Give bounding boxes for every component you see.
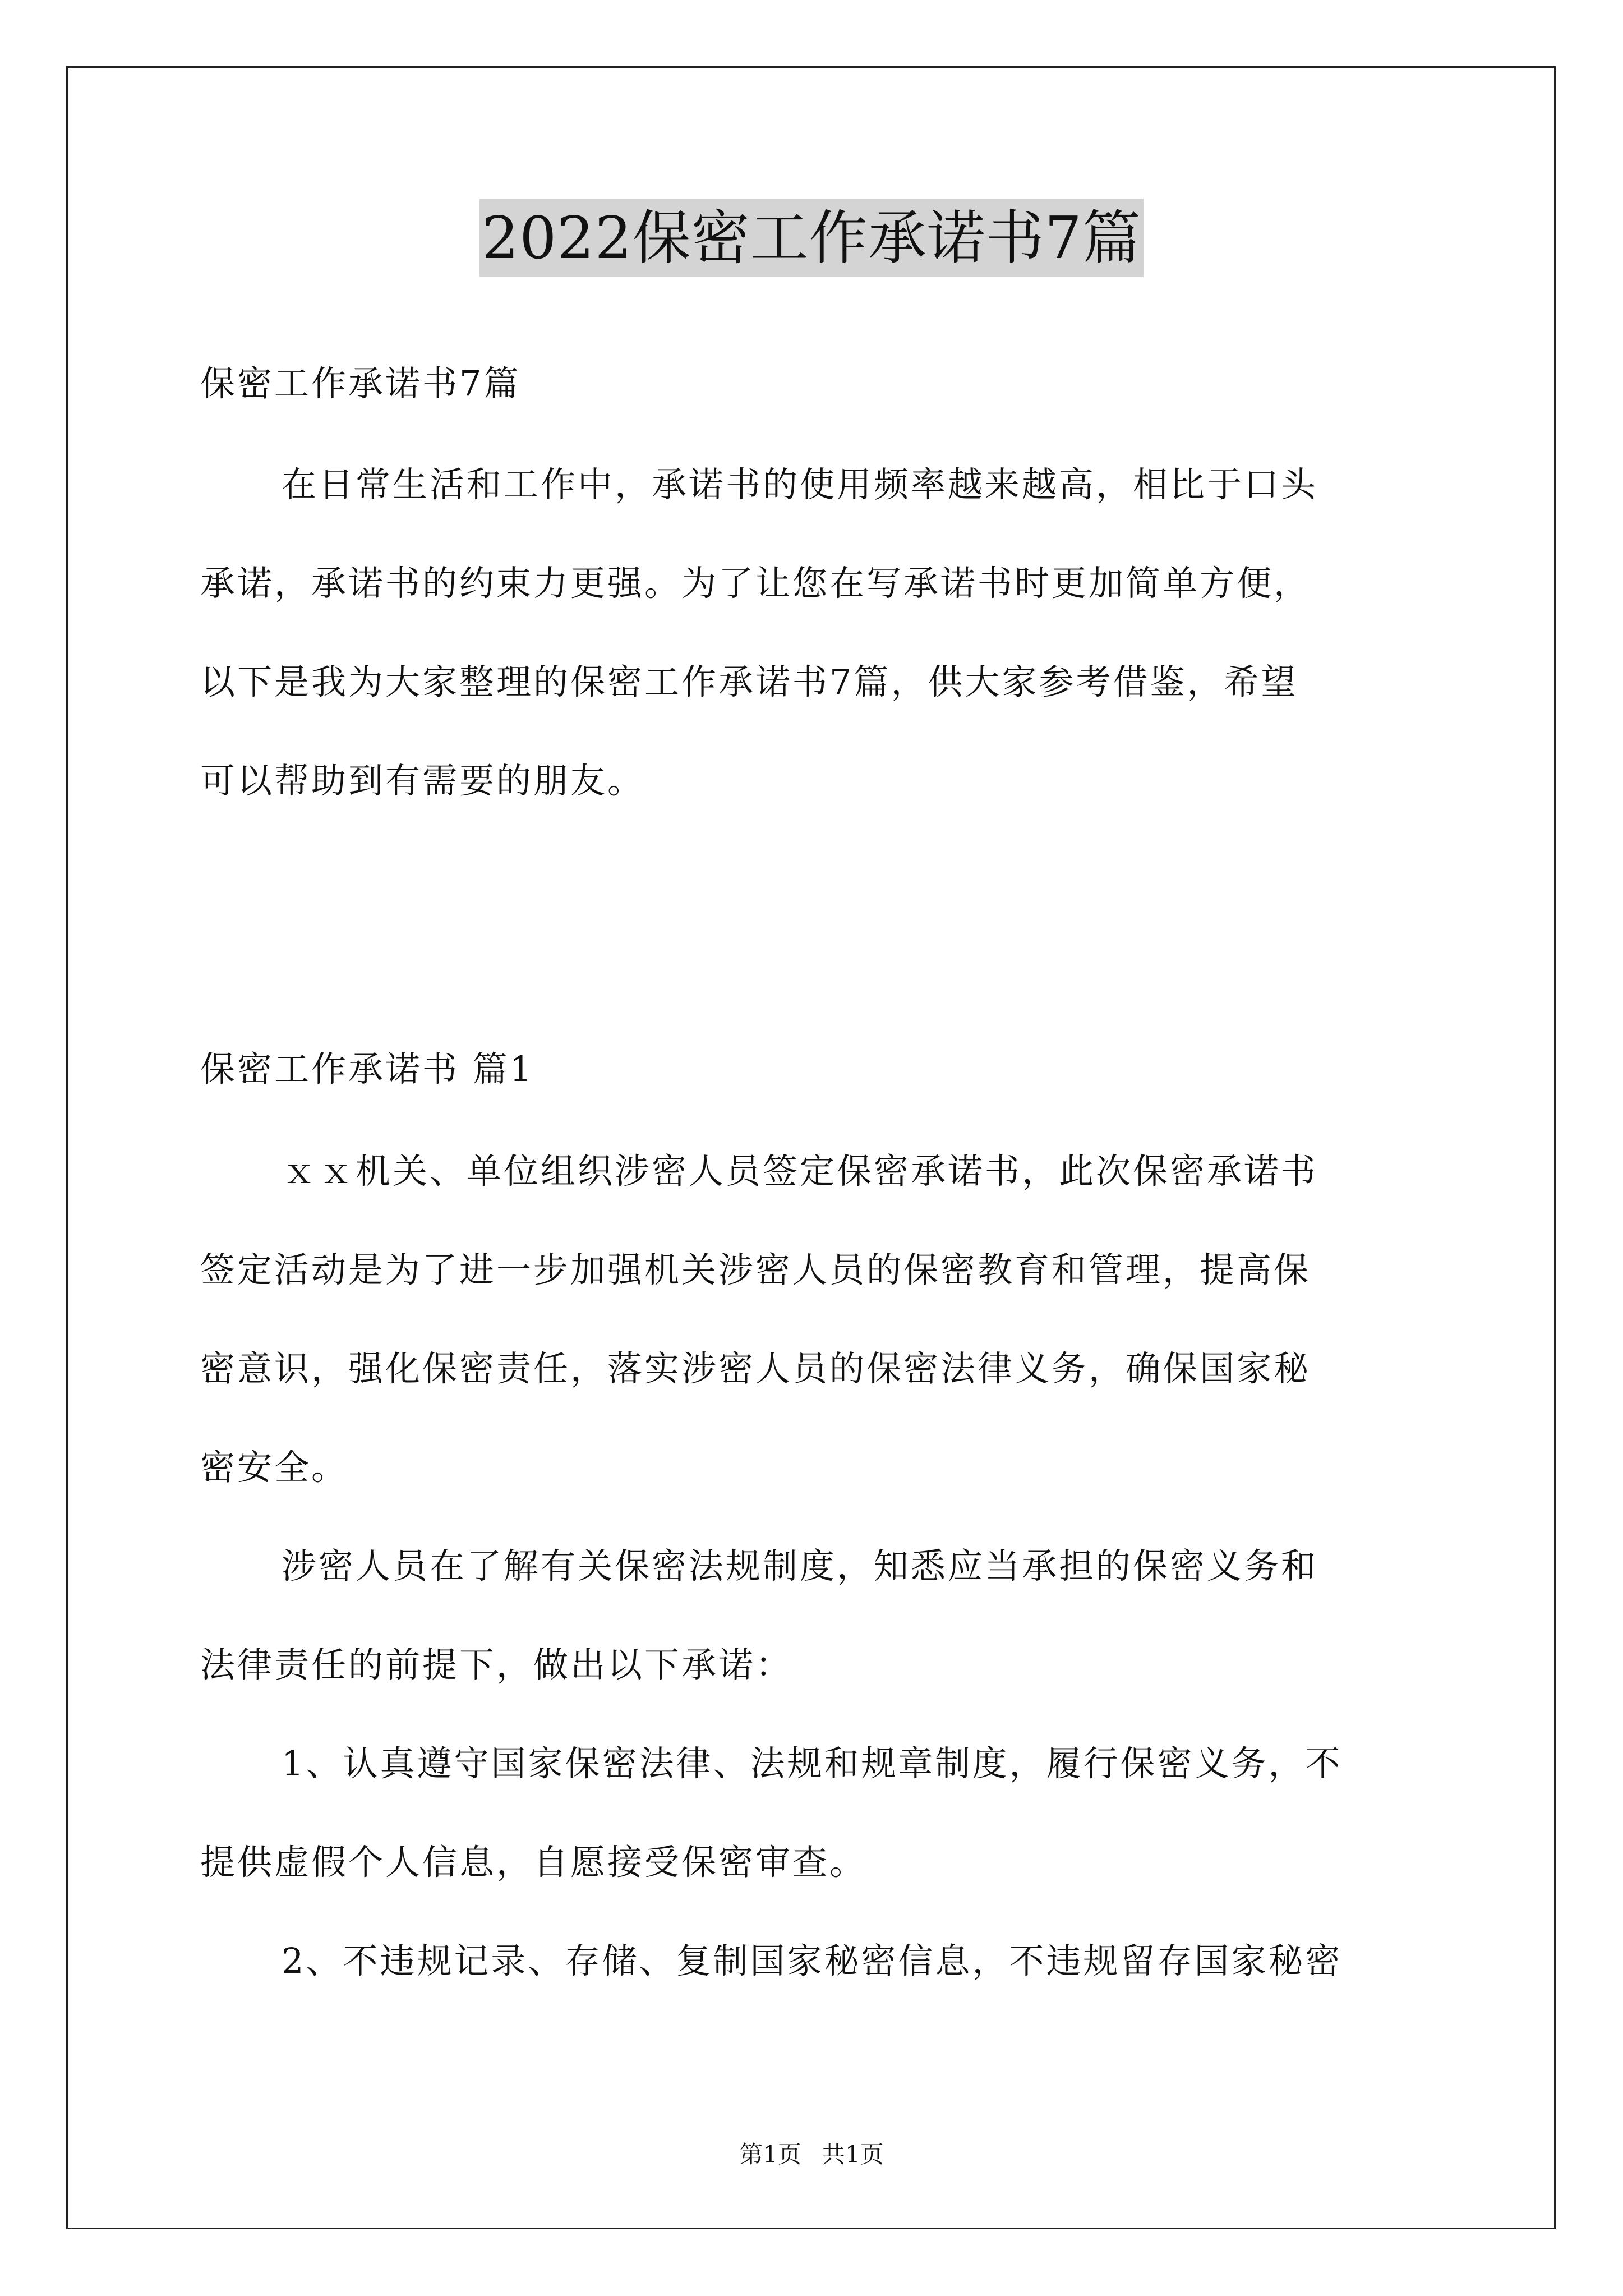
intro-paragraph xyxy=(200,435,1434,830)
section-line: 密意识，强化保密责任，落实涉密人员的保密法律义务，确保国家秘 xyxy=(200,1348,1311,1389)
subtitle-block xyxy=(200,334,1434,433)
section-heading: 保密工作承诺书 篇1 xyxy=(200,1048,534,1089)
section-line: 密安全。 xyxy=(200,1447,349,1488)
section-line: 签定活动是为了进一步加强机关涉密人员的保密教育和管理，提高保 xyxy=(200,1249,1311,1290)
intro-line: 承诺，承诺书的约束力更强。为了让您在写承诺书时更加简单方便， xyxy=(200,563,1311,604)
document-subtitle: 保密工作承诺书7篇 xyxy=(200,363,521,404)
page-total: 共1页 xyxy=(822,2141,884,2168)
section-body xyxy=(200,1122,1434,2010)
section-line: ｘｘ机关、单位组织涉密人员签定保密承诺书，此次保密承诺书 xyxy=(282,1151,1318,1191)
intro-line: 在日常生活和工作中，承诺书的使用频率越来越高，相比于口头 xyxy=(282,464,1318,505)
section-line: 涉密人员在了解有关保密法规制度，知悉应当承担的保密义务和 xyxy=(282,1545,1318,1586)
page-number: 第1页 xyxy=(739,2141,801,2168)
document-title: 2022保密工作承诺书7篇 xyxy=(479,199,1144,277)
page-footer xyxy=(0,2141,1623,2169)
section-line: 2、不违规记录、存储、复制国家秘密信息，不违规留存国家秘密 xyxy=(282,1940,1343,1981)
section-line: 1、认真遵守国家保密法律、法规和规章制度，履行保密义务，不 xyxy=(282,1743,1343,1784)
title-container xyxy=(0,199,1623,277)
section-heading-block xyxy=(200,1020,1434,1119)
section-line: 法律责任的前提下，做出以下承诺： xyxy=(200,1644,793,1685)
section-line: 提供虚假个人信息，自愿接受保密审查。 xyxy=(200,1842,867,1883)
intro-line: 以下是我为大家整理的保密工作承诺书7篇，供大家参考借鉴，希望 xyxy=(200,661,1298,702)
intro-line: 可以帮助到有需要的朋友。 xyxy=(200,760,645,801)
